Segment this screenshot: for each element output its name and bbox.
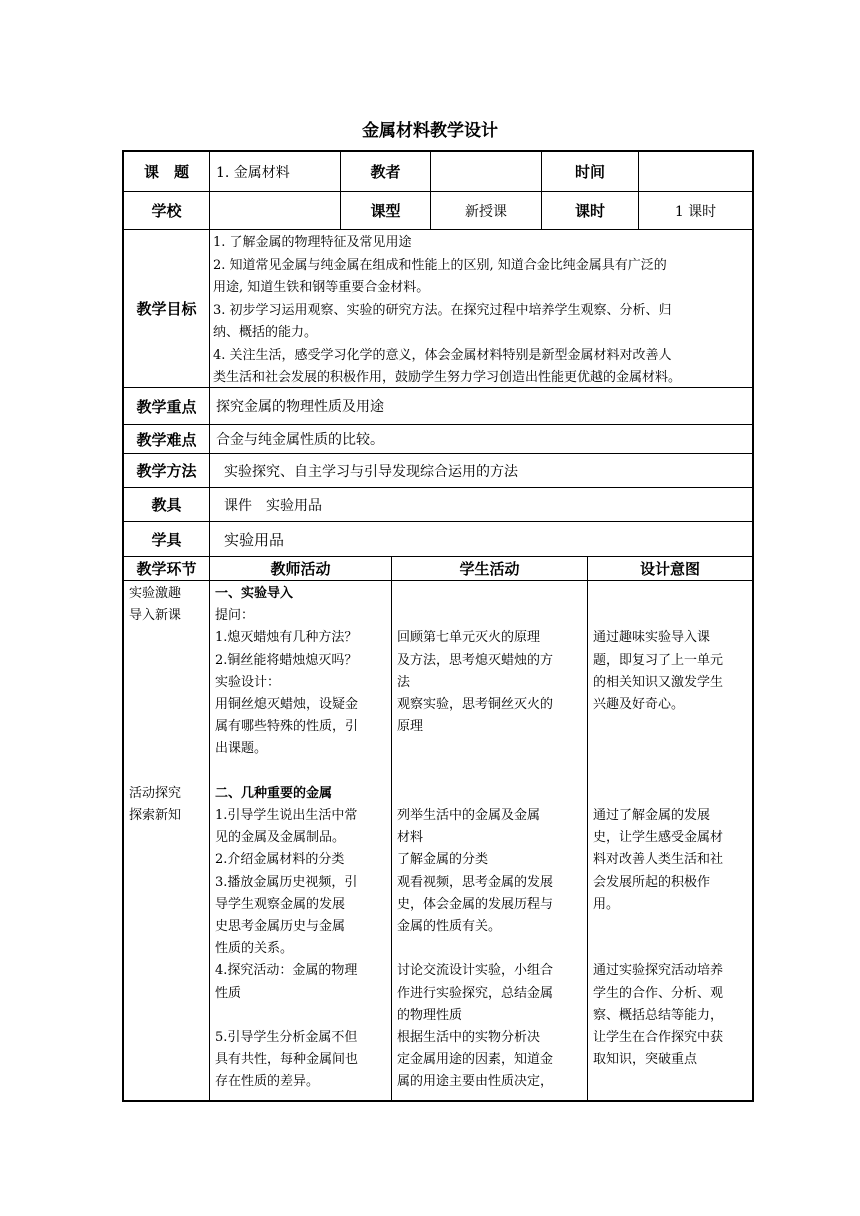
stage-line: 活动探究 — [129, 785, 182, 801]
intent-line: 的相关知识又激发学生 — [593, 674, 724, 690]
student-line — [397, 738, 582, 760]
intent-line: 通过趣味实验导入课 — [593, 630, 711, 646]
student-line: 定金属用途的因素，知道金 — [397, 1052, 554, 1068]
goal-line: 4. 关注生活，感受学习化学的意义，体会金属材料特别是新型金属材料对改善人 — [213, 347, 672, 363]
teacher-line: 1.熄灭蜡烛有几种方法？ — [215, 630, 358, 646]
teacher-line: 性质的关系。 — [215, 941, 294, 957]
teacher-line: 出课题。 — [215, 741, 268, 757]
header-teacher: 教师活动 — [209, 557, 391, 580]
process-header-row — [124, 556, 752, 580]
student-line: 回顾第七单元灭火的原理 — [397, 630, 541, 646]
teacher-line: 2.介绍金属材料的分类 — [215, 852, 345, 868]
stage-line — [129, 672, 204, 694]
stage-line: 探索新知 — [129, 807, 182, 823]
key-point-label: 教学重点 — [136, 397, 197, 416]
method-row — [124, 453, 752, 487]
document-title: 金属材料教学设计 — [362, 121, 498, 141]
time-label: 时间 — [541, 152, 638, 191]
student-line — [397, 783, 582, 805]
teacher-line: 1.引导学生说出生活中常 — [215, 808, 358, 824]
student-aids-row — [124, 521, 752, 556]
intent-line: 让学生在合作探究中获 — [593, 1029, 724, 1045]
header-intent: 设计意图 — [587, 557, 752, 580]
teacher-line — [215, 761, 386, 783]
teacher-line: 4.探究活动：金属的物理 — [215, 963, 358, 979]
stage-line — [129, 738, 204, 760]
intent-line: 题，即复习了上一单元 — [593, 652, 724, 668]
school-value — [209, 192, 340, 229]
teacher-line: 史思考金属历史与金属 — [215, 919, 346, 935]
teacher-line: 见的金属及金属制品。 — [215, 830, 346, 846]
teacher-line — [215, 1005, 386, 1027]
student-line: 了解金属的分类 — [397, 852, 489, 868]
intent-line: 会发展所起的积极作 — [593, 874, 711, 890]
type-value: 新授课 — [430, 192, 541, 229]
goal-line: 1. 了解金属的物理特征及常见用途 — [213, 235, 412, 250]
goal-line: 类生活和社会发展的积极作用，鼓励学生努力学习创造出性能更优越的金属材料。 — [213, 370, 682, 385]
difficulty-row — [124, 424, 752, 453]
teaching-aids-label: 教具 — [151, 496, 182, 514]
student-line: 观察实验，思考铜丝灭火的 — [397, 696, 554, 712]
goals-label: 教学目标 — [136, 300, 197, 318]
student-line: 史，体会金属的发展历程与 — [397, 896, 554, 912]
design-intent-column — [587, 581, 752, 1100]
intent-line — [593, 1071, 747, 1093]
teacher-line: 用铜丝熄灭蜡烛，设疑金 — [215, 697, 359, 713]
teacher-activity-column — [209, 581, 391, 1100]
stage-line — [129, 627, 204, 649]
student-line: 的物理性质 — [397, 1007, 463, 1023]
stage-line — [129, 694, 204, 716]
intent-line: 兴趣及好奇心。 — [593, 696, 685, 712]
stage-line: 导入新课 — [129, 608, 182, 624]
stage-line — [129, 716, 204, 738]
intent-line — [593, 716, 747, 738]
intent-line: 通过实验探究活动培养 — [593, 963, 724, 979]
student-aids-label: 学具 — [151, 530, 182, 549]
student-line — [397, 761, 582, 783]
goal-line: 3. 初步学习运用观察、实验的研究方法。在探究过程中培养学生观察、分析、归 — [213, 302, 672, 318]
stage-column — [124, 581, 209, 1100]
intent-line — [593, 916, 747, 938]
student-line — [397, 938, 582, 960]
intent-line — [593, 583, 747, 605]
method-label: 教学方法 — [136, 462, 197, 480]
teacher-line: 提问： — [215, 608, 255, 624]
intent-line: 通过了解金属的发展 — [593, 807, 711, 823]
intent-line — [593, 761, 747, 783]
topic-label: 课 题 — [143, 163, 189, 181]
intent-line — [593, 783, 747, 805]
goal-line: 纳、概括的能力。 — [213, 325, 318, 340]
header-stage: 教学环节 — [136, 560, 197, 578]
teacher-line: 2.铜丝能将蜡烛熄灭吗？ — [215, 652, 358, 668]
student-line: 及方法，思考熄灭蜡烛的方 — [397, 652, 554, 668]
lesson-plan-table — [122, 150, 754, 1102]
student-line: 原理 — [397, 719, 424, 735]
stage-line: 实验激趣 — [129, 586, 182, 601]
key-point-row — [124, 387, 752, 424]
student-line: 讨论交流设计实验，小组合 — [397, 963, 554, 979]
process-body-row — [124, 580, 752, 1100]
student-line: 金属的性质有关。 — [397, 918, 502, 934]
teaching-aids-row — [124, 487, 752, 521]
teacher-line: 一、实验导入 — [215, 586, 294, 601]
student-line: 材料 — [397, 830, 424, 846]
teacher-line: 性质 — [215, 985, 242, 1001]
student-aids-value: 实验用品 — [209, 522, 752, 556]
hours-label: 课时 — [541, 192, 638, 229]
info-row-2 — [124, 191, 752, 229]
student-activity-column — [391, 581, 587, 1100]
stage-line — [129, 650, 204, 672]
intent-line: 学生的合作、分析、观 — [593, 985, 724, 1001]
student-line: 观看视频，思考金属的发展 — [397, 874, 554, 890]
method-value: 实验探究、自主学习与引导发现综合运用的方法 — [209, 454, 752, 487]
teaching-aids-value: 课件 实验用品 — [209, 488, 752, 521]
teacher-value — [430, 152, 541, 191]
teacher-line: 二、几种重要的金属 — [215, 785, 333, 801]
header-student: 学生活动 — [391, 557, 587, 580]
type-label: 课型 — [340, 192, 430, 229]
topic-value: 1. 金属材料 — [209, 152, 340, 191]
intent-line — [593, 738, 747, 760]
intent-line — [593, 938, 747, 960]
goals-content — [209, 230, 752, 387]
key-point-value: 探究金属的物理性质及用途 — [209, 388, 752, 424]
teacher-line: 实验设计： — [215, 674, 281, 690]
time-value — [638, 152, 752, 191]
teacher-line: 导学生观察金属的发展 — [215, 896, 346, 912]
difficulty-label: 教学难点 — [136, 430, 197, 449]
intent-line: 用。 — [593, 896, 620, 912]
intent-line: 史，让学生感受金属材 — [593, 830, 724, 846]
school-label: 学校 — [151, 202, 182, 220]
teacher-line: 具有共性，每种金属间也 — [215, 1052, 359, 1068]
teacher-line: 3.播放金属历史视频，引 — [215, 874, 358, 890]
student-line: 法 — [397, 674, 411, 690]
student-line — [397, 583, 582, 605]
teacher-label: 教者 — [340, 152, 430, 191]
intent-line: 取知识，突破重点 — [593, 1052, 698, 1068]
intent-line — [593, 605, 747, 627]
teacher-line: 5.引导学生分析金属不但 — [215, 1030, 358, 1046]
student-line: 列举生活中的金属及金属 — [397, 807, 541, 823]
student-line: 属的用途主要由性质决定， — [397, 1074, 554, 1090]
intent-line: 料对改善人类生活和社 — [593, 852, 724, 868]
stage-line — [129, 761, 204, 783]
student-line: 根据生活中的实物分析决 — [397, 1029, 541, 1045]
goal-line: 用途, 知道生铁和钢等重要合金材料。 — [213, 280, 430, 295]
info-row-1 — [124, 152, 752, 191]
teacher-line: 属有哪些特殊的性质，引 — [215, 719, 359, 735]
intent-line: 察、概括总结等能力， — [593, 1007, 724, 1023]
teacher-line: 存在性质的差异。 — [215, 1074, 320, 1090]
hours-value: 1 课时 — [638, 192, 752, 229]
goals-row — [124, 229, 752, 387]
student-line: 作进行实验探究，总结金属 — [397, 985, 554, 1001]
difficulty-value: 合金与纯金属性质的比较。 — [209, 425, 752, 453]
student-line — [397, 605, 582, 627]
goal-line: 2. 知道常见金属与纯金属在组成和性能上的区别, 知道合金比纯金属具有广泛的 — [213, 257, 667, 273]
